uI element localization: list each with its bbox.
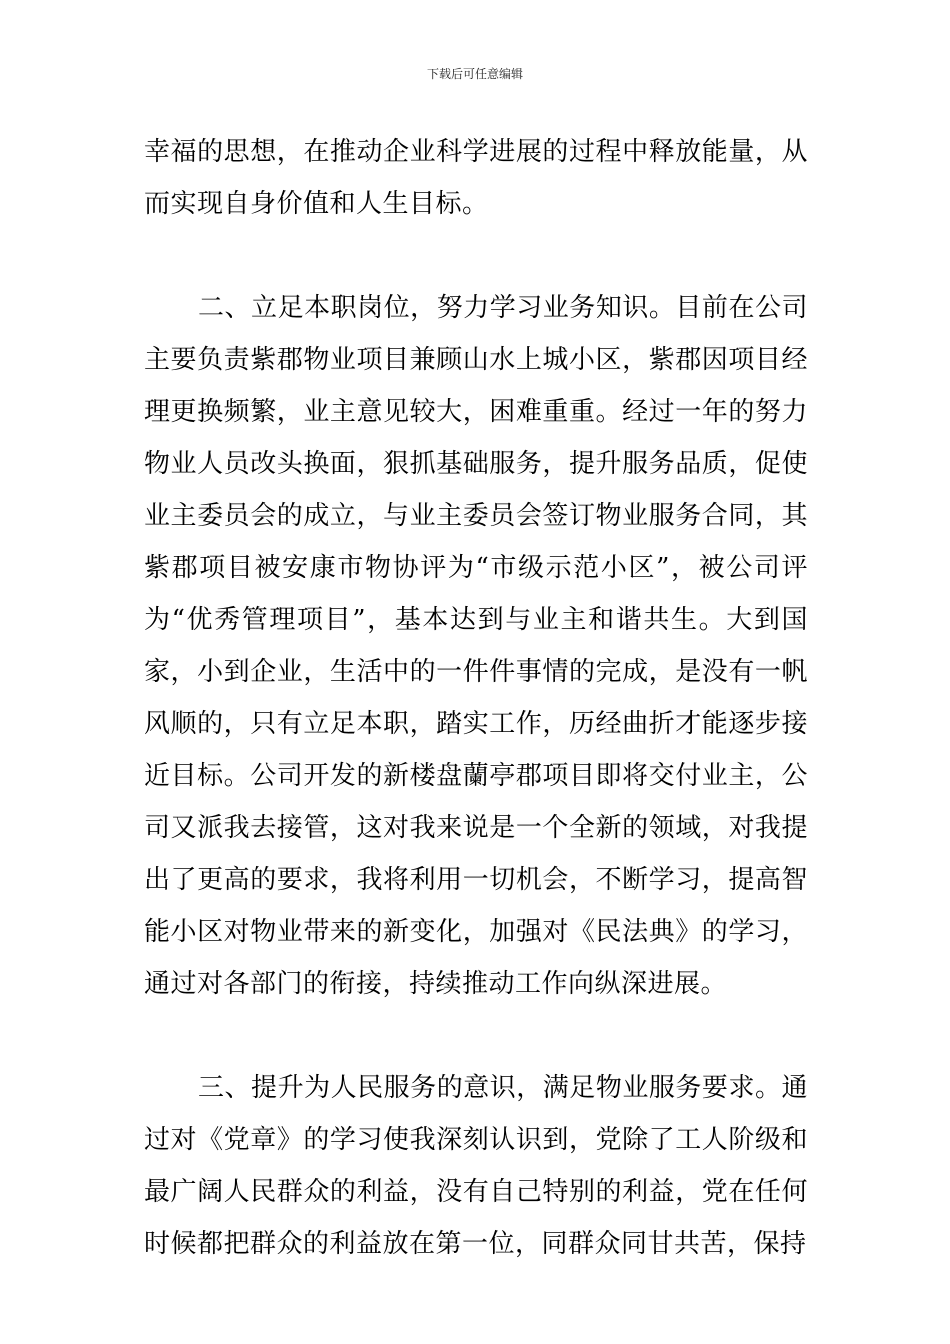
document-body <box>144 126 808 1270</box>
paragraph-continuation: 幸福的思想，在推动企业科学进展的过程中释放能量，从而实现自身价值和人生目标。 <box>144 137 808 219</box>
paragraph-section-two: 二、立足本职岗位，努力学习业务知识。目前在公司主要负责紫郡物业项目兼顾山水上城小区，紫郡因项目经理更换频繁，业主意见较大，困难重重。经过一年的努力物业人员改头换面，狠抓基础服务，提升服务品质，促使业主委员会的成立，与业主委员会签订物业服务合同，其紫郡项目被安康市物协评为“市级示范小区”，被公司评为“优秀管理项目”，基本达到与业主和谐共生。大到国家，小到企业，生活中的一件件事情的完成，是没有一帆风顺的，只有立足本职，踏实工作，历经曲折才能逐步接近目标。公司开发的新楼盘蘭亭郡项目即将交付业主，公司又派我去接管，这对我来说是一个全新的领域，对我提出了更高的要求，我将利用一切机会，不断学习，提高智能小区对物业带来的新变化，加强对《民法典》的学习，通过对各部门的衔接，持续推动工作向纵深进展。 <box>144 293 808 999</box>
page-header-note: 下载后可任意编辑 <box>426 67 523 81</box>
paragraph-section-three: 三、提升为人民服务的意识，满足物业服务要求。通过对《党章》的学习使我深刻认识到，党除了工人阶级和最广阔人民群众的利益，没有自己特别的利益，党在任何时候都把群众的利益放在第一位，同群众同甘共苦，保持 <box>144 1073 808 1259</box>
